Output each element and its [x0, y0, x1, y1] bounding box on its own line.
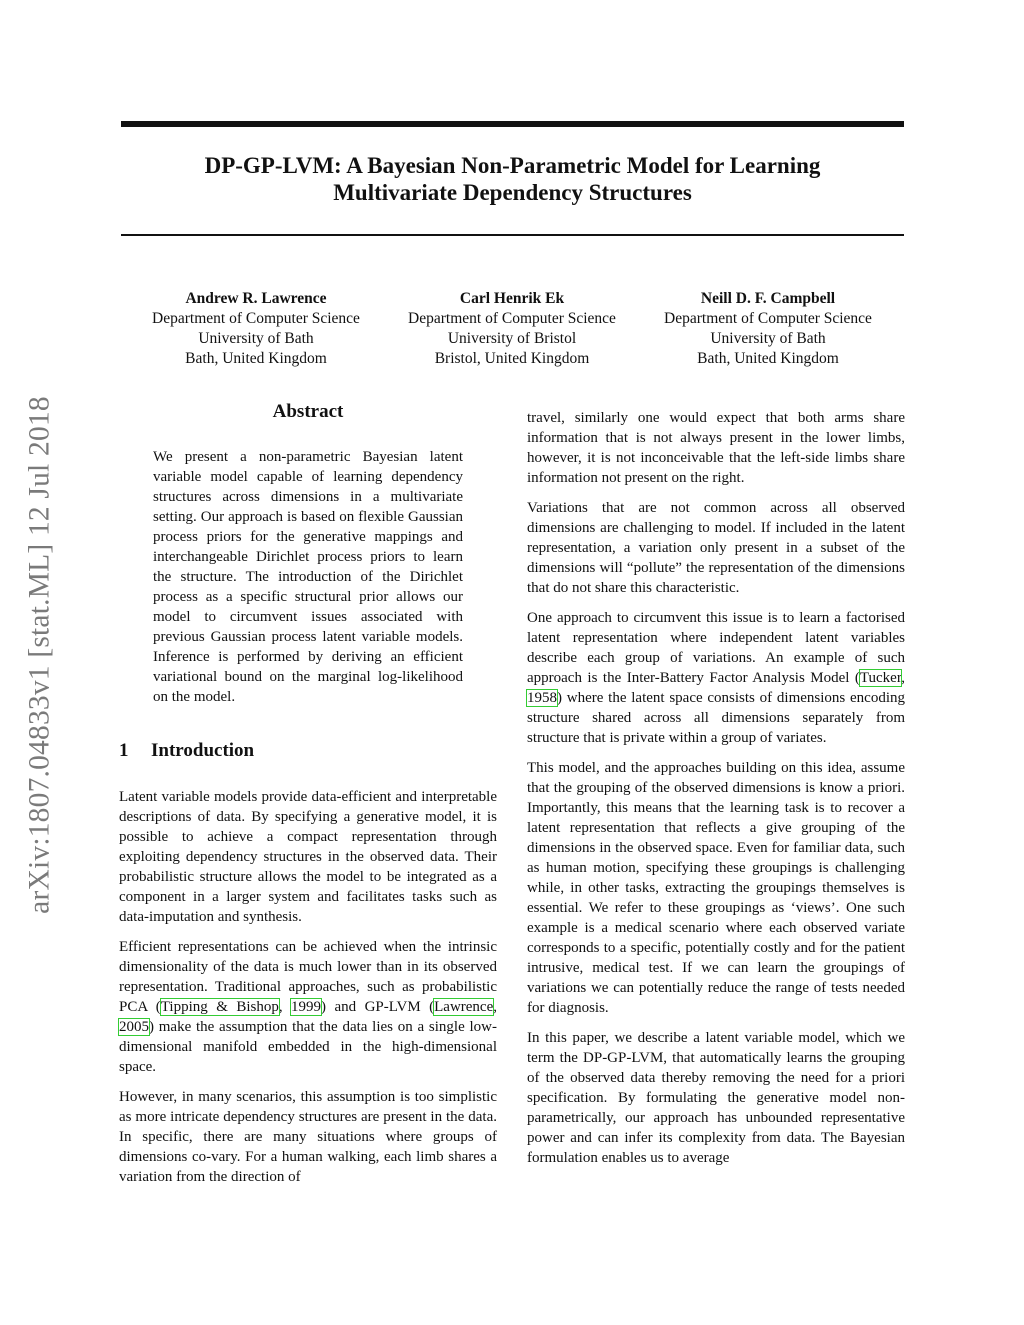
- paragraph-1: Latent variable models provide data-efficient and interpretable descriptions of data. By specifying a generative model, it is possible to achieve a compact representation through exploiting dependency structures in the observed data. Their probabilistic structure allows the model to be integrated as a component in a larger system and facilitates tasks such as data-imputation and synthesis.: [119, 789, 497, 925]
- author-department: Department of Computer Science: [152, 310, 360, 327]
- author-1: [131, 289, 381, 369]
- citation-link-tipping-bishop[interactable]: Tipping & Bishop: [160, 999, 279, 1015]
- citation-link-2005[interactable]: 2005: [119, 1019, 149, 1035]
- paragraph-r1: travel, similarly one would expect that both arms share information that is not always present in the lower limbs, however, it is not inconceivable that the left-side limbs share information not present on the right.: [527, 410, 905, 486]
- citation-link-tucker[interactable]: Tucker: [859, 670, 902, 686]
- citation-link-1958[interactable]: 1958: [527, 690, 557, 706]
- citation-link-1999[interactable]: 1999: [291, 999, 322, 1015]
- section-heading-introduction: [119, 739, 497, 763]
- title-rule-bottom: [121, 234, 904, 236]
- citation-link-lawrence[interactable]: Lawrence: [434, 999, 494, 1015]
- author-university: University of Bristol: [447, 330, 577, 347]
- author-2: [387, 289, 637, 369]
- paragraph-3: However, in many scenarios, this assumption is too simplistic as more intricate dependency structures are present in the data. In specific, there are many situations where groups of dimensions co-vary. For a human walking, each limb shares a variation from the direction of: [119, 1089, 497, 1185]
- abstract-heading: Abstract: [272, 401, 344, 422]
- author-name: Andrew R. Lawrence: [185, 290, 327, 307]
- author-block: [0, 289, 1024, 379]
- author-department: Department of Computer Science: [408, 310, 616, 327]
- right-column: [527, 408, 905, 1178]
- paragraph-r4: This model, and the approaches building on this idea, assume that the grouping of the observed dimensions is know a priori. Importantly, this means that the learning task is to recover a latent representation that reflects a give grouping of the dimensions in the observed space. Even for familiar data, such as human motion, specifying these groupings is challenging while, in other tasks, extracting the groupings themselves is essential. We refer to these groupings as ‘views’. One such example is a medical scenario where each observed variate corresponds to a specific, potentially costly and for the patient intrusive, medical test. If we can learn the groupings of variations we can potentially reduce the range of tests needed for diagnosis.: [527, 760, 905, 1016]
- title-line-2: Multivariate Dependency Structures: [333, 180, 692, 205]
- author-university: University of Bath: [198, 330, 314, 347]
- author-location: Bath, United Kingdom: [185, 350, 327, 367]
- section-number: 1: [119, 740, 129, 761]
- author-3: [643, 289, 893, 369]
- title-line-1: DP-GP-LVM: A Bayesian Non-Parametric Model for Learning: [204, 153, 821, 178]
- author-name: Neill D. F. Campbell: [700, 290, 836, 307]
- author-name: Carl Henrik Ek: [459, 290, 565, 307]
- paragraph-r3: One approach to circumvent this issue is to learn a factorised latent representation where independent latent variables describe each group of variations. An example of such approach is the Inter-Battery Factor Analysis Model (Tucker, 1958) where the latent space consists of dimensions encoding structure shared across all dimensions separately from structure that is private within a group of variates.: [527, 610, 905, 746]
- left-column: [119, 400, 497, 1197]
- title-rule-top: [121, 121, 904, 127]
- author-location: Bristol, United Kingdom: [434, 350, 590, 367]
- arxiv-stamp-text: arXiv:1807.04833v1 [stat.ML] 12 Jul 2018: [23, 396, 56, 914]
- section-title: Introduction: [151, 740, 255, 761]
- paragraph-r2: Variations that are not common across all observed dimensions are challenging to model. If included in the latent representation, a variation only present in a subset of the dimensions will “pollute” the representation of the dimensions that do not share this characteristic.: [527, 500, 905, 596]
- author-department: Department of Computer Science: [664, 310, 872, 327]
- author-university: University of Bath: [710, 330, 826, 347]
- paper-title: [121, 152, 904, 206]
- paragraph-2: Efficient representations can be achieved when the intrinsic dimensionality of the data is much lower than in its observed representation. Traditional approaches, such as probabilistic PCA (Tipping & Bishop, 1999) and GP-LVM (Lawrence, 2005) make the assumption that the data lies on a single low-dimensional manifold embedded in the high-dimensional space.: [119, 939, 497, 1075]
- paragraph-r5: In this paper, we describe a latent variable model, which we term the DP-GP-LVM, that automatically learns the grouping of the observed data thereby removing the need for a priori specification. By formulating the generative model non-parametrically, our approach has unbounded representative power and can infer its complexity from data. The Bayesian formulation enables us to average: [527, 1030, 905, 1166]
- author-location: Bath, United Kingdom: [697, 350, 839, 367]
- abstract-text: We present a non-parametric Bayesian latent variable model capable of learning dependency structures across dimensions in a multivariate setting. Our approach is based on flexible Gaussian process priors for the generative mappings and interchangeable Dirichlet process priors to learn the structure. The introduction of the Dirichlet process as a specific structural prior allows our model to circumvent issues associated with previous Gaussian process latent variable models. Inference is performed by deriving an efficient variational bound on the marginal log-likelihood on the model.: [153, 449, 463, 705]
